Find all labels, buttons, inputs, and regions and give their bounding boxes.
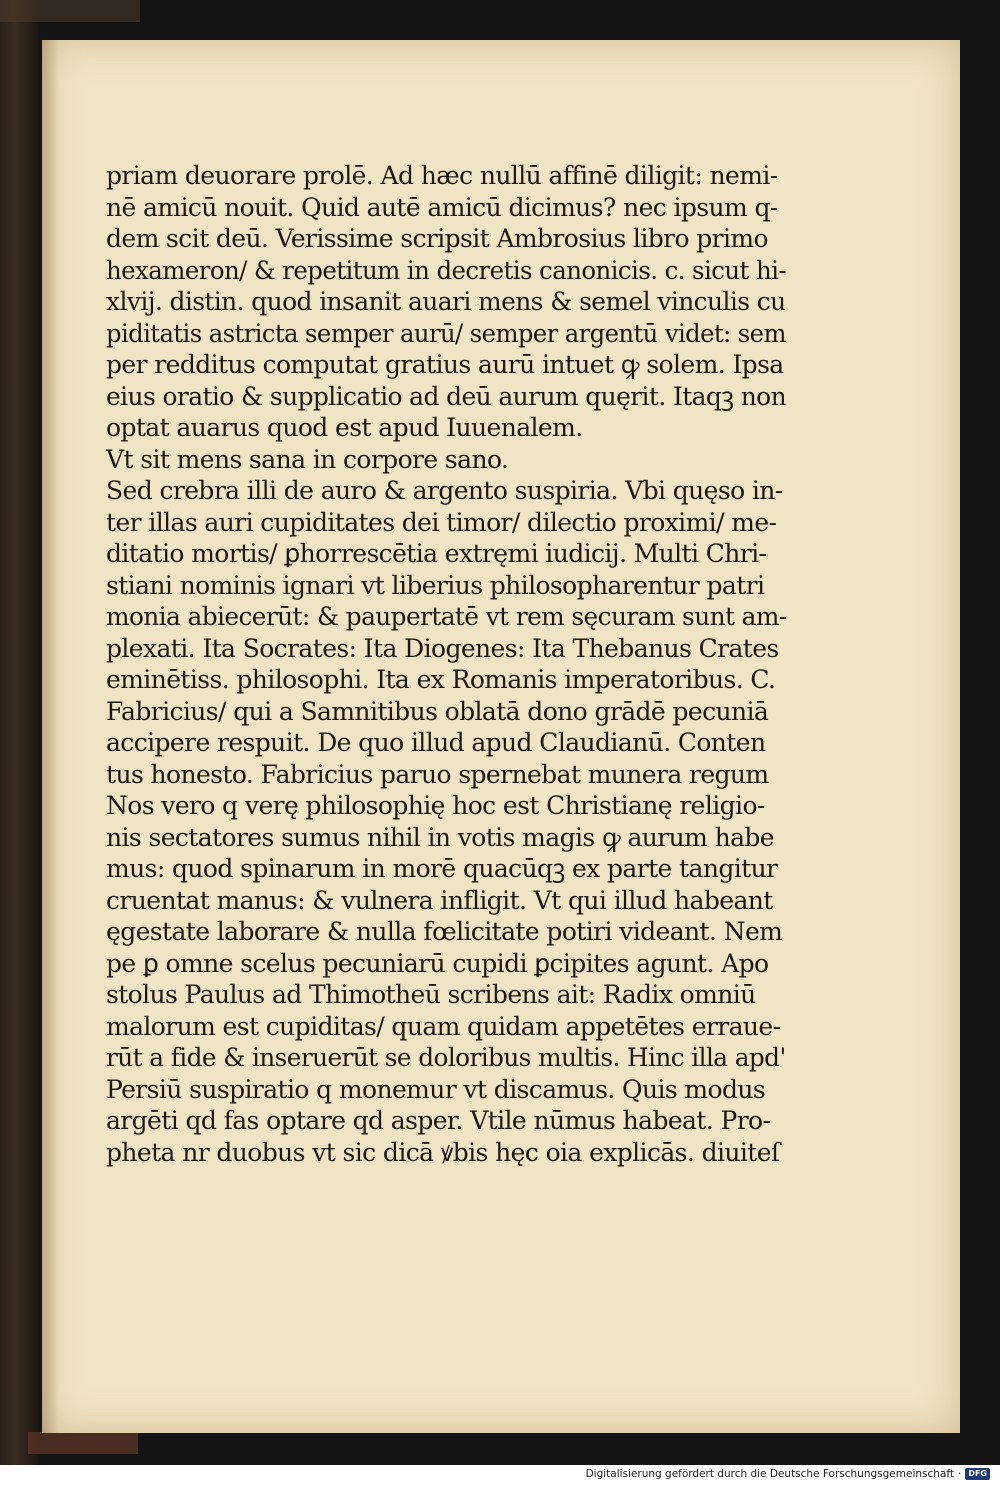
text-line: Persiū suspiratio q monemur vt discamus. Quis modus <box>106 1074 766 1104</box>
text-line: eius oratio & supplicatio ad deū aurum quęrit. Itaqꝫ non <box>106 381 787 411</box>
text-line: monia abiecerūt: & paupertatē vt rem sęcuram sunt am- <box>106 602 787 631</box>
text-line: Sed crebra illi de auro & argento suspiria. Vbi quęso in- <box>106 476 783 505</box>
text-line: Fabricius/ qui a Samnitibus oblatā dono grādē pecuniā <box>106 696 769 726</box>
digitization-credit <box>586 1467 990 1481</box>
text-line: tus honesto. Fabricius paruo spernebat munera regum <box>106 759 769 789</box>
book-page <box>42 40 960 1433</box>
text-line: ęgestate laborare & nulla fœlicitate potiri videant. Nem <box>106 917 783 946</box>
text-line: accipere respuit. De quo illud apud Claudianū. Conten <box>106 728 766 757</box>
credit-text: Digitalisierung gefördert durch die Deutsche Forschungsgemeinschaft <box>585 1468 954 1480</box>
text-line: cruentat manus: & vulnera infligit. Vt qui illud habeant <box>106 885 773 915</box>
text-line: dem scit deū. Verissime scripsit Ambrosius libro primo <box>106 224 768 253</box>
text-line: per redditus computat gratius aurū intuet ꝙ solem. Ipsa <box>106 350 784 379</box>
text-line: plexati. Ita Socrates: Ita Diogenes: Ita Thebanus Crates <box>106 633 779 663</box>
credit-separator: · <box>957 1468 962 1480</box>
text-line: stiani nominis ignari vt liberius philosopharentur patri <box>106 570 765 600</box>
text-line: priam deuorare prolē. Ad hæc nullū affinē diligit: nemi- <box>106 161 778 190</box>
text-line: piditatis astricta semper aurū/ semper argentū videt: sem <box>106 318 786 348</box>
text-line: mus: quod spinarum in morē quacūqꝫ ex parte tangitur <box>106 854 778 883</box>
binding-tear-bottom <box>28 1432 138 1454</box>
text-line: pheta nr duobus vt sic dicā ꝟbis hęc oia explicās. diuiteſ <box>106 1137 780 1167</box>
text-line: nē amicū nouit. Quid autē amicū dicimus? nec ipsum q- <box>106 192 778 222</box>
text-line: eminētiss. philosophi. Ita ex Romanis imperatoribus. C. <box>106 665 776 694</box>
text-line: Vt sit mens sana in corpore sano. <box>106 444 509 474</box>
text-line: Nos vero q verę philosophię hoc est Christianę religio- <box>106 791 765 820</box>
text-line: xlvij. distin. quod insanit auari mens & semel vinculis cu <box>106 287 786 316</box>
book-binding-edge <box>0 0 38 1465</box>
text-line: rūt a fide & inseruerūt se doloribus multis. Hinc illa apd' <box>106 1043 786 1072</box>
page-gutter-shadow <box>42 40 60 1433</box>
text-line: malorum est cupiditas/ quam quidam appetētes erraue- <box>106 1011 781 1041</box>
binding-tear-top <box>0 0 140 22</box>
text-line: nis sectatores sumus nihil in votis magis ꝙ aurum habe <box>106 822 774 852</box>
text-line: optat auarus quod est apud Iuuenalem. <box>106 413 583 442</box>
page-text-block <box>106 160 786 1168</box>
dfg-logo-icon: DFG <box>965 1468 990 1480</box>
text-line: stolus Paulus ad Thimotheū scribens ait: Radix omniū <box>106 980 756 1009</box>
text-line: argēti qd fas optare qd asper. Vtile nūmus habeat. Pro- <box>106 1106 771 1135</box>
text-line: ter illas auri cupiditates dei timor/ dilectio proximi/ me- <box>106 507 777 537</box>
text-line: ditatio mortis/ ꝑhorrescētia extręmi iudicij. Multi Chri- <box>106 539 767 568</box>
text-line: hexameron/ & repetitum in decretis canonicis. c. sicut hi- <box>106 255 787 285</box>
text-line: pe ꝑ omne scelus pecuniarū cupidi ꝑcipites agunt. Apo <box>106 948 769 978</box>
